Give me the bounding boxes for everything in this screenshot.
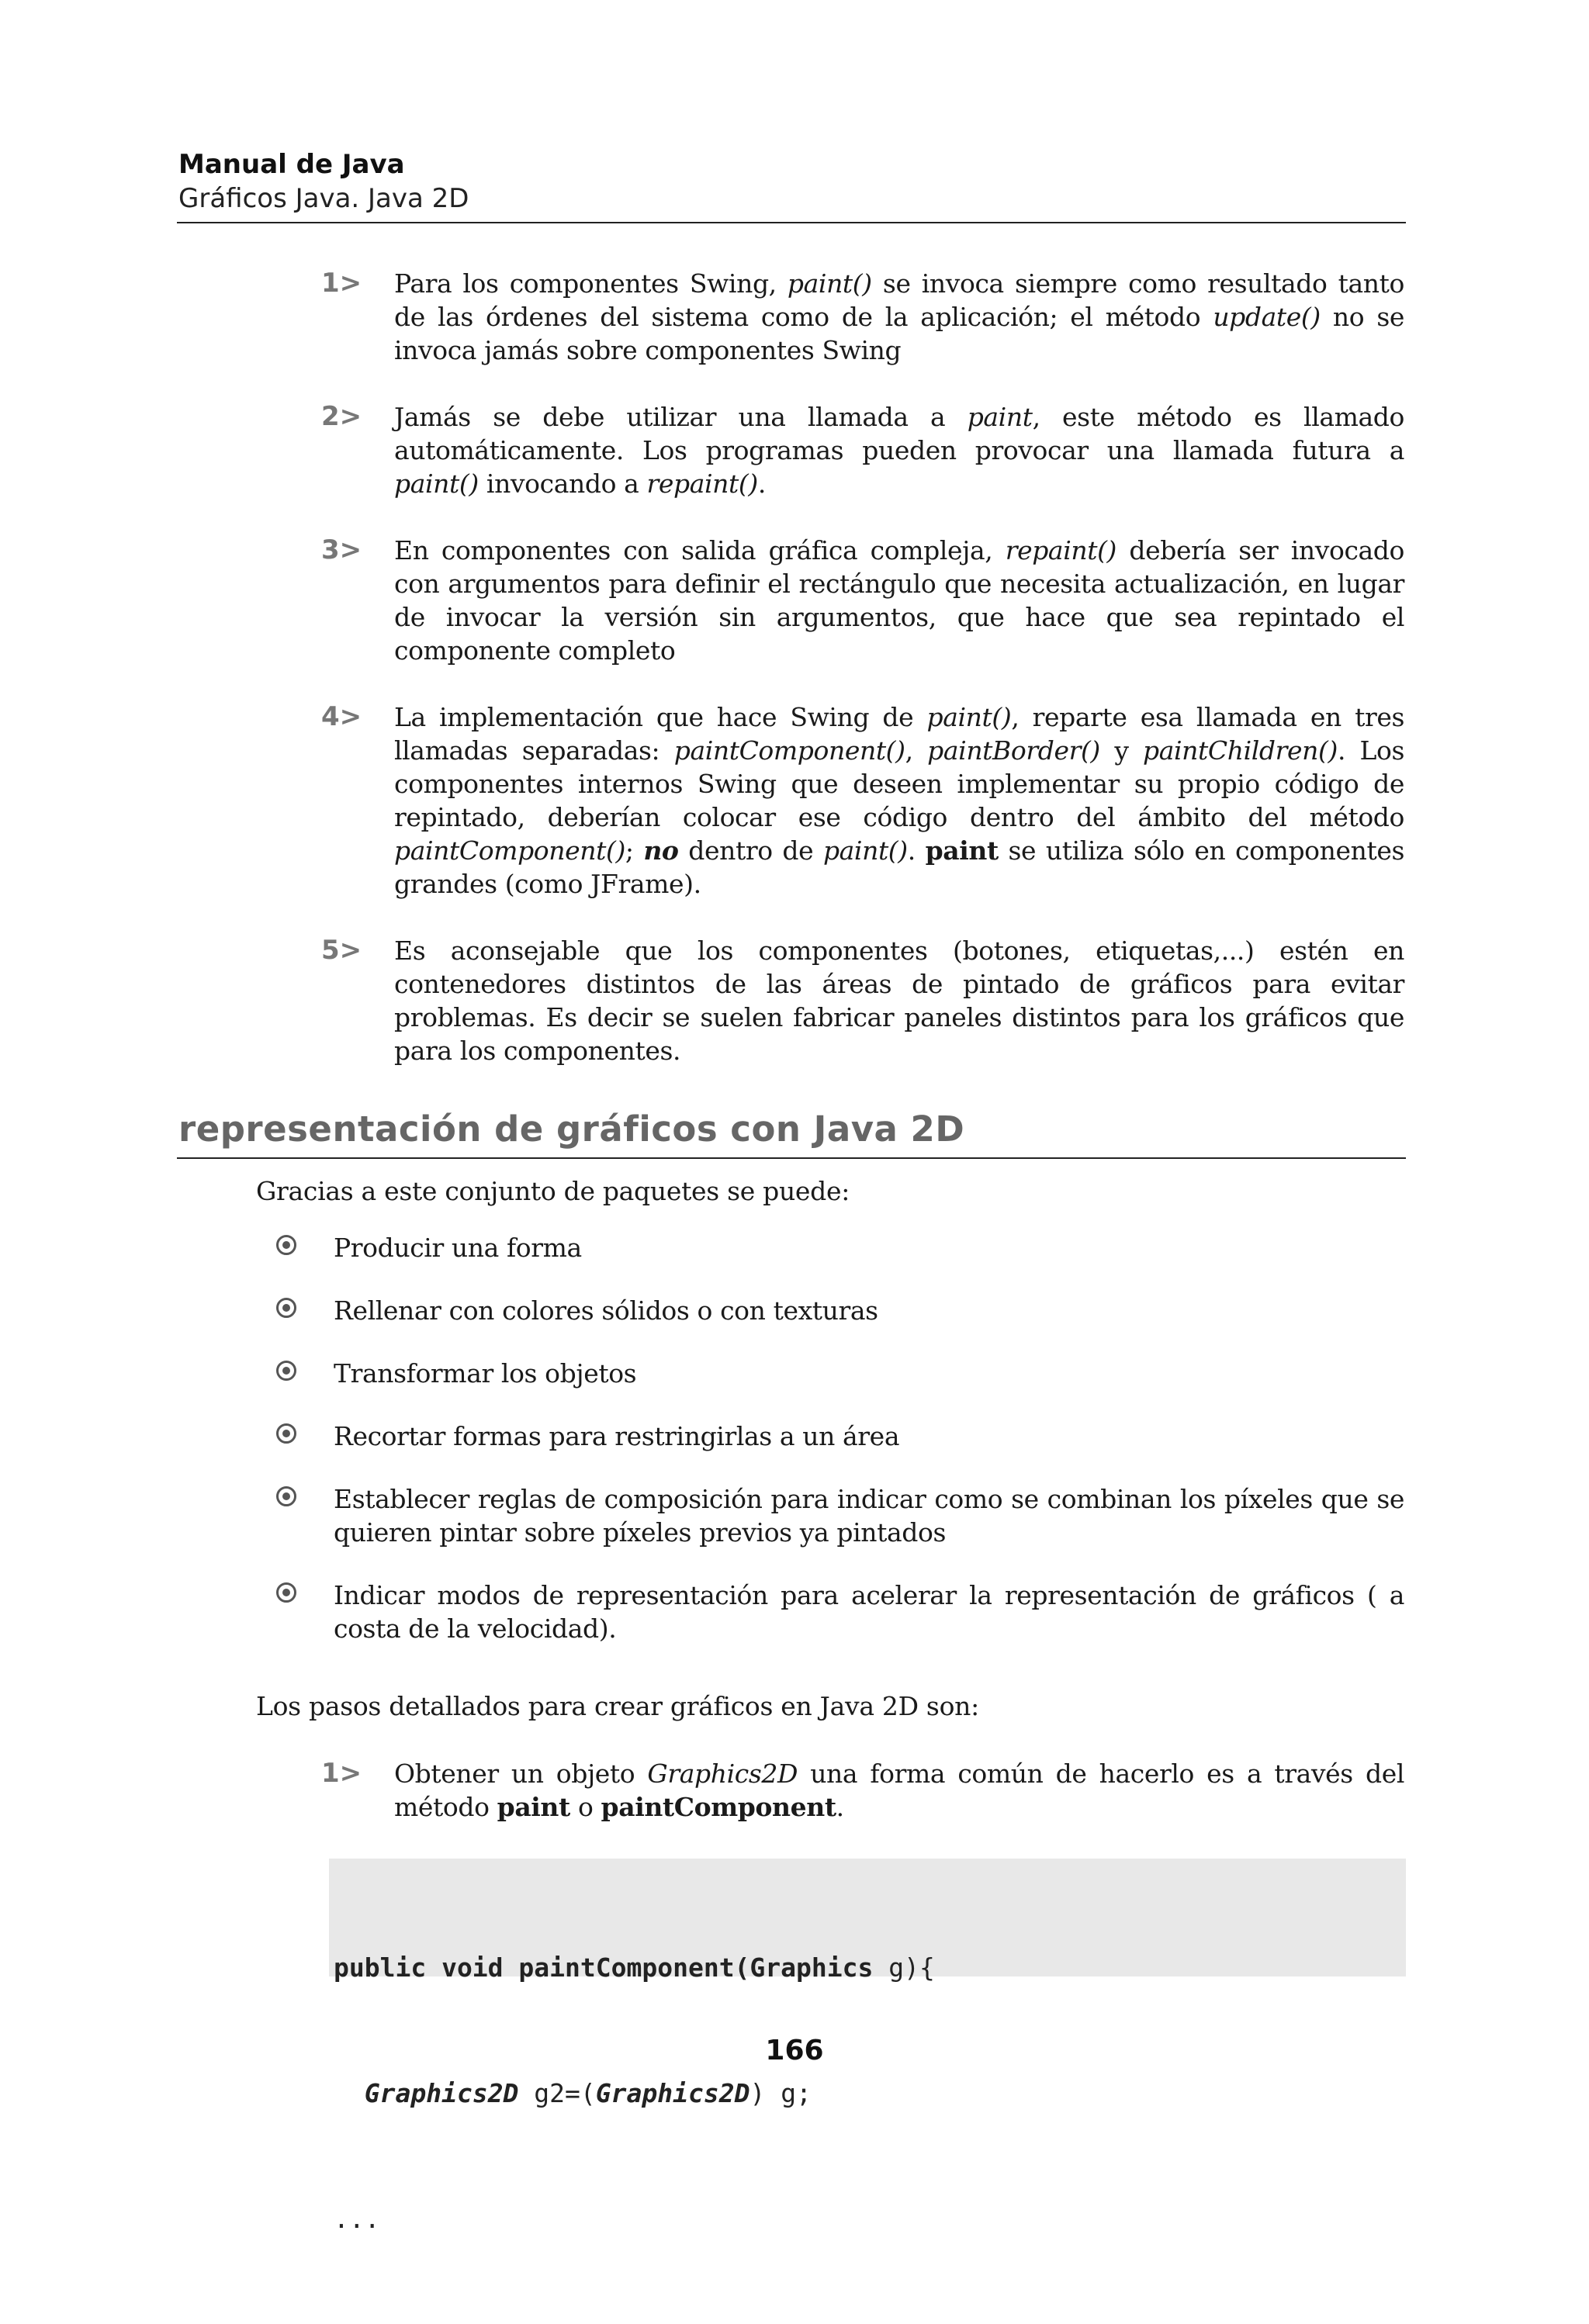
radio-bullet-icon bbox=[276, 1423, 296, 1444]
text-run: update() bbox=[1213, 302, 1321, 332]
list-marker: 2> bbox=[321, 401, 362, 432]
numbered-list-top bbox=[318, 267, 1404, 1101]
section-heading: representación de gráficos con Java 2D bbox=[178, 1108, 965, 1150]
steps-list bbox=[318, 1757, 1404, 1857]
text-run: paintComponent bbox=[601, 1792, 836, 1822]
code-text: g2=( bbox=[518, 2078, 596, 2108]
text-run: paint() bbox=[926, 702, 1012, 732]
list-marker: 4> bbox=[321, 701, 362, 732]
list-marker: 3> bbox=[321, 534, 362, 565]
list-item-text bbox=[394, 534, 1404, 667]
text-run: . bbox=[836, 1792, 844, 1822]
text-run: y bbox=[1099, 735, 1144, 766]
text-run: paint bbox=[925, 835, 999, 866]
radio-bullet-icon bbox=[276, 1298, 296, 1318]
text-run: o bbox=[569, 1792, 601, 1822]
text-run: , reparte esa llamada en tres llamadas separadas: bbox=[394, 702, 1404, 766]
page-number: 166 bbox=[765, 2035, 824, 2066]
text-run: paint bbox=[497, 1792, 570, 1822]
list-marker: 1> bbox=[321, 268, 362, 299]
bullet-text: Indicar modos de representación para acelerar la representación de gráficos ( a costa de la velocidad). bbox=[334, 1580, 1404, 1644]
numbered-item bbox=[318, 700, 1404, 901]
list-item-text bbox=[394, 934, 1404, 1067]
list-item bbox=[272, 1357, 1404, 1390]
text-run: paintBorder() bbox=[927, 735, 1100, 766]
text-run: paint() bbox=[787, 268, 872, 299]
list-marker: 5> bbox=[321, 935, 362, 966]
radio-bullet-icon bbox=[276, 1486, 296, 1506]
bullet-text: Producir una forma bbox=[334, 1233, 582, 1263]
bullet-text: Rellenar con colores sólidos o con texturas bbox=[334, 1295, 878, 1326]
code-cast-type: Graphics2D bbox=[595, 2078, 750, 2108]
list-item bbox=[272, 1231, 1404, 1264]
text-run: se invoca siempre como resultado tanto de las órdenes del sistema como de la aplicación; el método bbox=[394, 268, 1404, 332]
text-run: Es aconsejable que los componentes (botones, etiquetas,...) estén en contenedores distintos de las áreas de pintado de gráficos para evitar problemas. Es decir se suelen fabricar paneles distintos para los gráficos que para los componentes. bbox=[394, 935, 1404, 1066]
bullet-text: Recortar formas para restringirlas a un área bbox=[334, 1421, 900, 1451]
section-rule bbox=[177, 1157, 1406, 1159]
running-header bbox=[178, 147, 1404, 216]
text-run: La implementación que hace Swing de bbox=[394, 702, 927, 732]
bullet-text: Transformar los objetos bbox=[334, 1358, 637, 1389]
code-keyword-signature: public void paintComponent(Graphics bbox=[334, 1952, 874, 1983]
list-item bbox=[272, 1579, 1404, 1645]
text-run: paintComponent() bbox=[394, 835, 625, 866]
text-run: . bbox=[757, 469, 766, 499]
text-run: paint bbox=[967, 402, 1033, 432]
steps-intro: Los pasos detallados para crear gráficos en Java 2D son: bbox=[256, 1691, 979, 1721]
code-type: Graphics2D bbox=[364, 2078, 519, 2108]
text-run: no se invoca jamás sobre componentes Swing bbox=[394, 302, 1404, 365]
code-line-1 bbox=[334, 1947, 1401, 1989]
text-run: ; bbox=[625, 835, 644, 866]
numbered-item bbox=[318, 534, 1404, 667]
text-run: repaint() bbox=[646, 469, 758, 499]
list-item-text bbox=[394, 400, 1404, 500]
text-run: debería ser invocado con argumentos para definir el rectángulo que necesita actualización, en lugar de invocar la versión sin argumentos, que hace que sea repintado el componente completo bbox=[394, 535, 1404, 666]
text-run: Obtener un objeto bbox=[394, 1759, 648, 1789]
text-run: . bbox=[907, 835, 926, 866]
radio-bullet-icon bbox=[276, 1582, 296, 1603]
radio-bullet-icon bbox=[276, 1361, 296, 1381]
code-text: ) g; bbox=[749, 2078, 812, 2108]
text-run: Para los componentes Swing, bbox=[394, 268, 788, 299]
text-run: . Los componentes internos Swing que deseen implementar su propio código de repintado, deberían colocar ese código dentro del ámbito del método bbox=[394, 735, 1404, 832]
text-run: invocando a bbox=[478, 469, 647, 499]
list-item-text bbox=[394, 700, 1404, 901]
code-line-2 bbox=[334, 2073, 1401, 2115]
list-item bbox=[272, 1482, 1404, 1549]
text-run: Jamás se debe utilizar una llamada a bbox=[394, 402, 968, 432]
numbered-item bbox=[318, 267, 1404, 367]
list-marker: 1> bbox=[321, 1758, 362, 1789]
text-run: , este método es llamado automáticamente. Los programas pueden provocar una llamada futura a bbox=[394, 402, 1404, 465]
text-run: paint() bbox=[394, 469, 479, 499]
header-rule bbox=[177, 222, 1406, 223]
text-run: repaint() bbox=[1005, 535, 1117, 565]
chapter-subtitle: Gráficos Java. Java 2D bbox=[178, 183, 469, 214]
text-run: Graphics2D bbox=[647, 1759, 798, 1789]
text-run: En componentes con salida gráfica compleja, bbox=[394, 535, 1006, 565]
numbered-item bbox=[318, 934, 1404, 1067]
code-line-3: ... bbox=[334, 2204, 380, 2234]
text-run: paint() bbox=[822, 835, 908, 866]
text-run: no bbox=[643, 835, 679, 866]
text-run: se utiliza sólo en componentes grandes (como JFrame). bbox=[394, 835, 1404, 899]
list-item bbox=[272, 1294, 1404, 1327]
list-item bbox=[272, 1420, 1404, 1453]
book-title: Manual de Java bbox=[178, 149, 405, 180]
capabilities-list bbox=[272, 1231, 1404, 1675]
section-intro: Gracias a este conjunto de paquetes se puede: bbox=[256, 1176, 850, 1206]
list-item-text bbox=[394, 267, 1404, 367]
text-run: dentro de bbox=[678, 835, 823, 866]
text-run: , bbox=[905, 735, 928, 766]
bullet-text: Establecer reglas de composición para indicar como se combinan los píxeles que se quieren pintar sobre píxeles previos ya pintados bbox=[334, 1484, 1404, 1548]
text-run: paintComponent() bbox=[673, 735, 905, 766]
list-item-text bbox=[394, 1757, 1404, 1824]
code-text: g){ bbox=[873, 1952, 935, 1983]
text-run: paintChildren() bbox=[1143, 735, 1338, 766]
numbered-item bbox=[318, 400, 1404, 500]
radio-bullet-icon bbox=[276, 1235, 296, 1255]
text-run: una forma común de hacerlo es a través del método bbox=[394, 1759, 1404, 1822]
numbered-item bbox=[318, 1757, 1404, 1824]
